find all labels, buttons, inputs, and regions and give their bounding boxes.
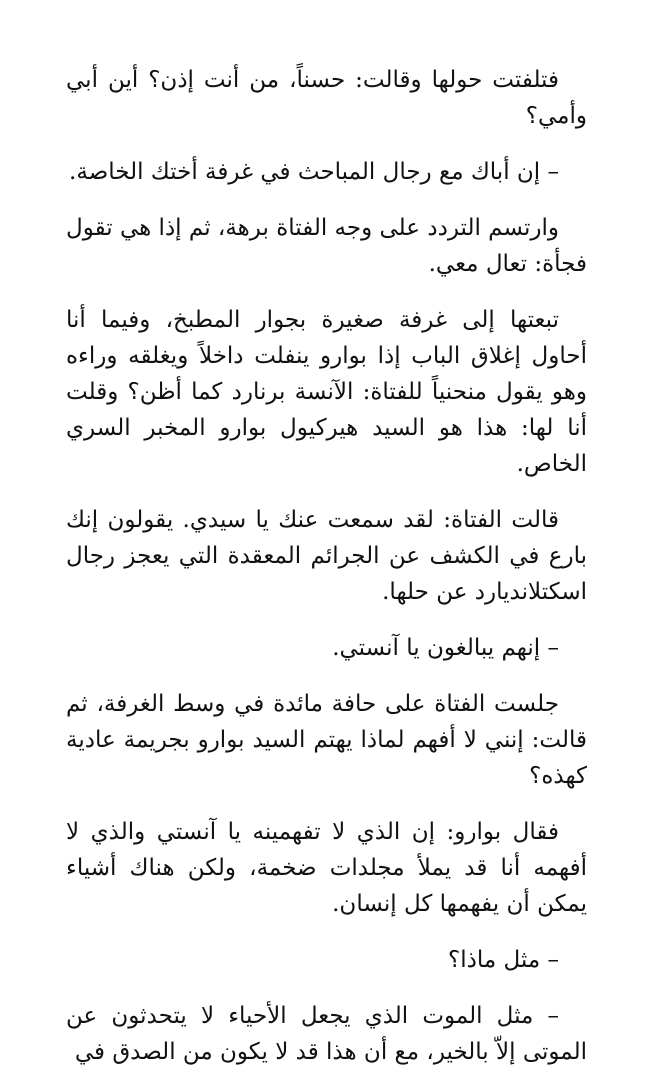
paragraph: – مثل ماذا؟ — [448, 947, 559, 973]
paragraph: – إن أباك مع رجال المباحث في غرفة أختك الخاصة. — [69, 159, 559, 185]
paragraph: قالت الفتاة: لقد سمعت عنك يا سيدي. يقولون إنك بارع في الكشف عن الجرائم المعقدة التي يعجز رجال اسكتلانديارد عن حلها. — [66, 507, 587, 605]
paragraph: جلست الفتاة على حافة مائدة في وسط الغرفة، ثم قالت: إنني لا أفهم لماذا يهتم السيد بوارو بجريمة عادية كهذه؟ — [66, 691, 587, 789]
paragraph: فتلفتت حولها وقالت: حسناً، من أنت إذن؟ أين أبي وأمي؟ — [66, 67, 587, 129]
paragraph: وارتسم التردد على وجه الفتاة برهة، ثم إذا هي تقول فجأة: تعال معي. — [66, 215, 587, 277]
paragraph: – إنهم يبالغون يا آنستي. — [332, 635, 559, 661]
paragraph: – مثل الموت الذي يجعل الأحياء لا يتحدثون عن الموتى إلاّ بالخير، مع أن هذا قد لا يكون من الصدق في — [66, 1003, 587, 1065]
paragraph: فقال بوارو: إن الذي لا تفهمينه يا آنستي والذي لا أفهمه أنا قد يملأ مجلدات ضخمة، ولكن هناك أشياء يمكن أن يفهمها كل إنسان. — [66, 819, 587, 917]
paragraph: تبعتها إلى غرفة صغيرة بجوار المطبخ، وفيما أنا أحاول إغلاق الباب إذا بوارو ينفلت داخلاً ويغلقه وراءه وهو يقول منحنياً للفتاة: الآنسة برنارد كما أظن؟ وقلت أنا لها: هذا هو السيد هيركيول بوارو المخبر السري الخاص. — [66, 307, 587, 477]
